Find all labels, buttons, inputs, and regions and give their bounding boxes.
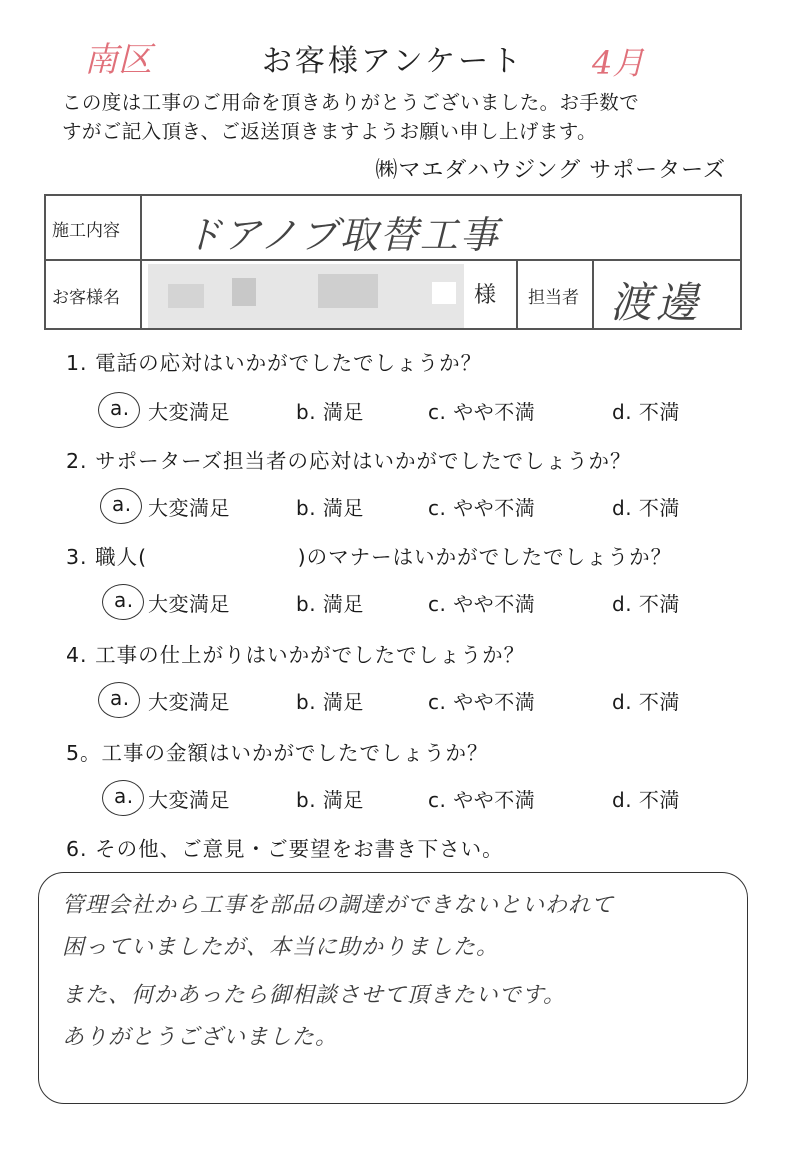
comment-line-1: 管理会社から工事を部品の調達ができないといわれて xyxy=(62,893,615,918)
question-3: 3. 職人( )のマナーはいかがでしたでしょうか？ xyxy=(66,545,673,569)
option-a-text: 大変満足 xyxy=(148,788,230,812)
work-content-value: ドアノブ取替工事 xyxy=(184,213,500,257)
customer-suffix: 様 xyxy=(474,283,497,308)
info-table xyxy=(44,194,742,330)
option-b[interactable]: b. 満足 xyxy=(296,788,364,812)
comment-line-2: 困っていましたが、本当に助かりました。 xyxy=(62,935,500,960)
work-content-label: 施工内容 xyxy=(52,221,120,241)
company-name: ㈱マエダハウジング サポーターズ xyxy=(375,158,726,183)
option-a[interactable]: a. xyxy=(114,588,134,612)
option-a[interactable]: a. xyxy=(110,686,130,710)
option-c[interactable]: c. やや不満 xyxy=(428,690,536,714)
option-c[interactable]: c. やや不満 xyxy=(428,400,536,424)
option-d[interactable]: d. 不満 xyxy=(612,592,680,616)
comment-line-3: また、何かあったら御相談させて頂きたいです。 xyxy=(62,983,567,1008)
redacted-customer-name xyxy=(148,264,464,328)
page-title: お客様アンケート xyxy=(261,44,525,79)
month-handwritten-note: 4月 xyxy=(592,44,645,82)
option-b[interactable]: b. 満足 xyxy=(296,592,364,616)
option-a-text: 大変満足 xyxy=(148,400,230,424)
option-b[interactable]: b. 満足 xyxy=(296,496,364,520)
intro-text xyxy=(62,88,742,146)
question-4: 4. 工事の仕上がりはいかがでしたでしょうか？ xyxy=(66,643,526,667)
option-d[interactable]: d. 不満 xyxy=(612,788,680,812)
option-a[interactable]: a. xyxy=(110,396,130,420)
option-b[interactable]: b. 満足 xyxy=(296,690,364,714)
option-c[interactable]: c. やや不満 xyxy=(428,788,536,812)
option-d[interactable]: d. 不満 xyxy=(612,496,680,520)
option-a-text: 大変満足 xyxy=(148,496,230,520)
option-a[interactable]: a. xyxy=(112,492,132,516)
option-a[interactable]: a. xyxy=(114,784,134,808)
staff-value: 渡邊 xyxy=(610,278,703,327)
option-c[interactable]: c. やや不満 xyxy=(428,592,536,616)
area-handwritten-note: 南区 xyxy=(84,40,152,80)
option-c[interactable]: c. やや不満 xyxy=(428,496,536,520)
option-a-text: 大変満足 xyxy=(148,592,230,616)
question-5: 5。工事の金額はいかがでしたでしょうか？ xyxy=(66,741,489,765)
comment-line-4: ありがとうございました。 xyxy=(62,1025,339,1050)
intro-line-2: すがご記入頂き、ご返送頂きますようお願い申し上げます。 xyxy=(62,120,597,143)
option-a-text: 大変満足 xyxy=(148,690,230,714)
option-d[interactable]: d. 不満 xyxy=(612,690,680,714)
question-6: 6. その他、ご意見・ご要望をお書き下さい。 xyxy=(66,837,504,861)
intro-line-1: この度は工事のご用命を頂きありがとうございました。お手数で xyxy=(62,91,640,114)
option-d[interactable]: d. 不満 xyxy=(612,400,680,424)
option-b[interactable]: b. 満足 xyxy=(296,400,364,424)
question-2: 2. サポーターズ担当者の応対はいかがでしたでしょうか？ xyxy=(66,449,632,473)
question-1: 1. 電話の応対はいかがでしたでしょうか？ xyxy=(66,351,483,375)
staff-label: 担当者 xyxy=(528,288,579,308)
customer-name-label: お客様名 xyxy=(52,288,120,308)
